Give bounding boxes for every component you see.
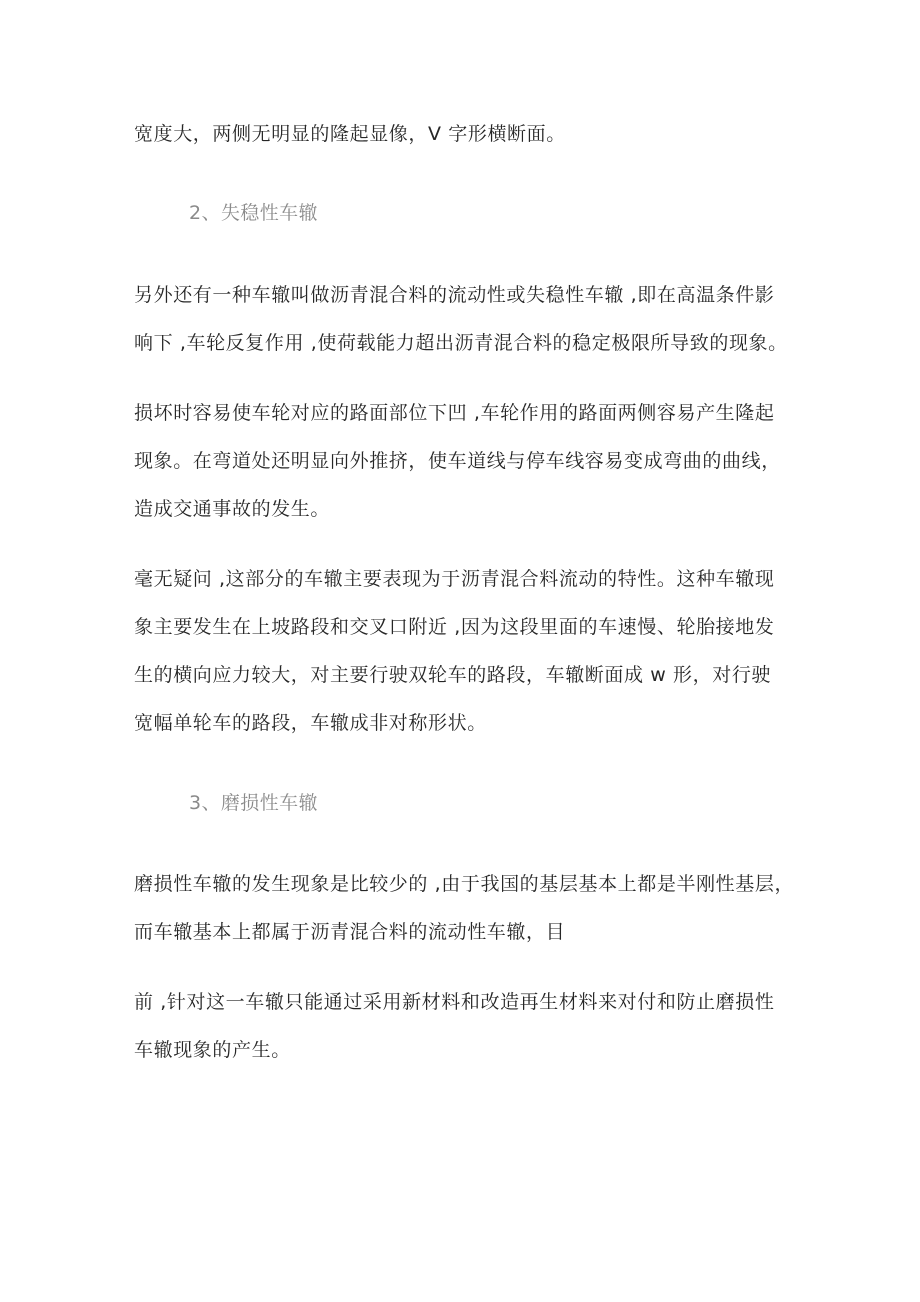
paragraph-line: 磨损性车辙的发生现象是比较少的 ,由于我国的基层基本上都是半刚性基层， bbox=[134, 873, 795, 895]
paragraph-line: 宽度大，两侧无明显的隆起显像，V 字形横断面。 bbox=[134, 123, 566, 145]
paragraph-line: 象主要发生在上坡路段和交叉口附近 ,因为这段里面的车速慢、轮胎接地发 bbox=[134, 616, 775, 638]
section-heading-3: 3、磨损性车辙 bbox=[189, 792, 318, 814]
paragraph-line: 而车辙基本上都属于沥青混合料的流动性车辙，目 bbox=[134, 921, 566, 943]
paragraph-line: 另外还有一种车辙叫做沥青混合料的流动性或失稳性车辙 ,即在高温条件影 bbox=[134, 284, 775, 306]
paragraph-line: 现象。在弯道处还明显向外推挤，使车道线与停车线容易变成弯曲的曲线， bbox=[134, 450, 781, 472]
paragraph-line: 前 ,针对这一车辙只能通过采用新材料和改造再生材料来对付和防止磨损性 bbox=[134, 991, 775, 1013]
paragraph-line: 损坏时容易使车轮对应的路面部位下凹 ,车轮作用的路面两侧容易产生隆起 bbox=[134, 402, 775, 424]
paragraph-line: 车辙现象的产生。 bbox=[134, 1039, 291, 1061]
paragraph-line: 响下 ,车轮反复作用 ,使荷载能力超出沥青混合料的稳定极限所导致的现象。 bbox=[134, 332, 788, 354]
section-heading-2: 2、失稳性车辙 bbox=[189, 202, 318, 224]
paragraph-line: 毫无疑问 ,这部分的车辙主要表现为于沥青混合料流动的特性。这种车辙现 bbox=[134, 568, 775, 590]
paragraph-line: 宽幅单轮车的路段，车辙成非对称形状。 bbox=[134, 712, 487, 734]
paragraph-line: 造成交通事故的发生。 bbox=[134, 498, 331, 520]
paragraph-line: 生的横向应力较大，对主要行驶双轮车的路段，车辙断面成 w 形，对行驶 bbox=[134, 664, 772, 686]
